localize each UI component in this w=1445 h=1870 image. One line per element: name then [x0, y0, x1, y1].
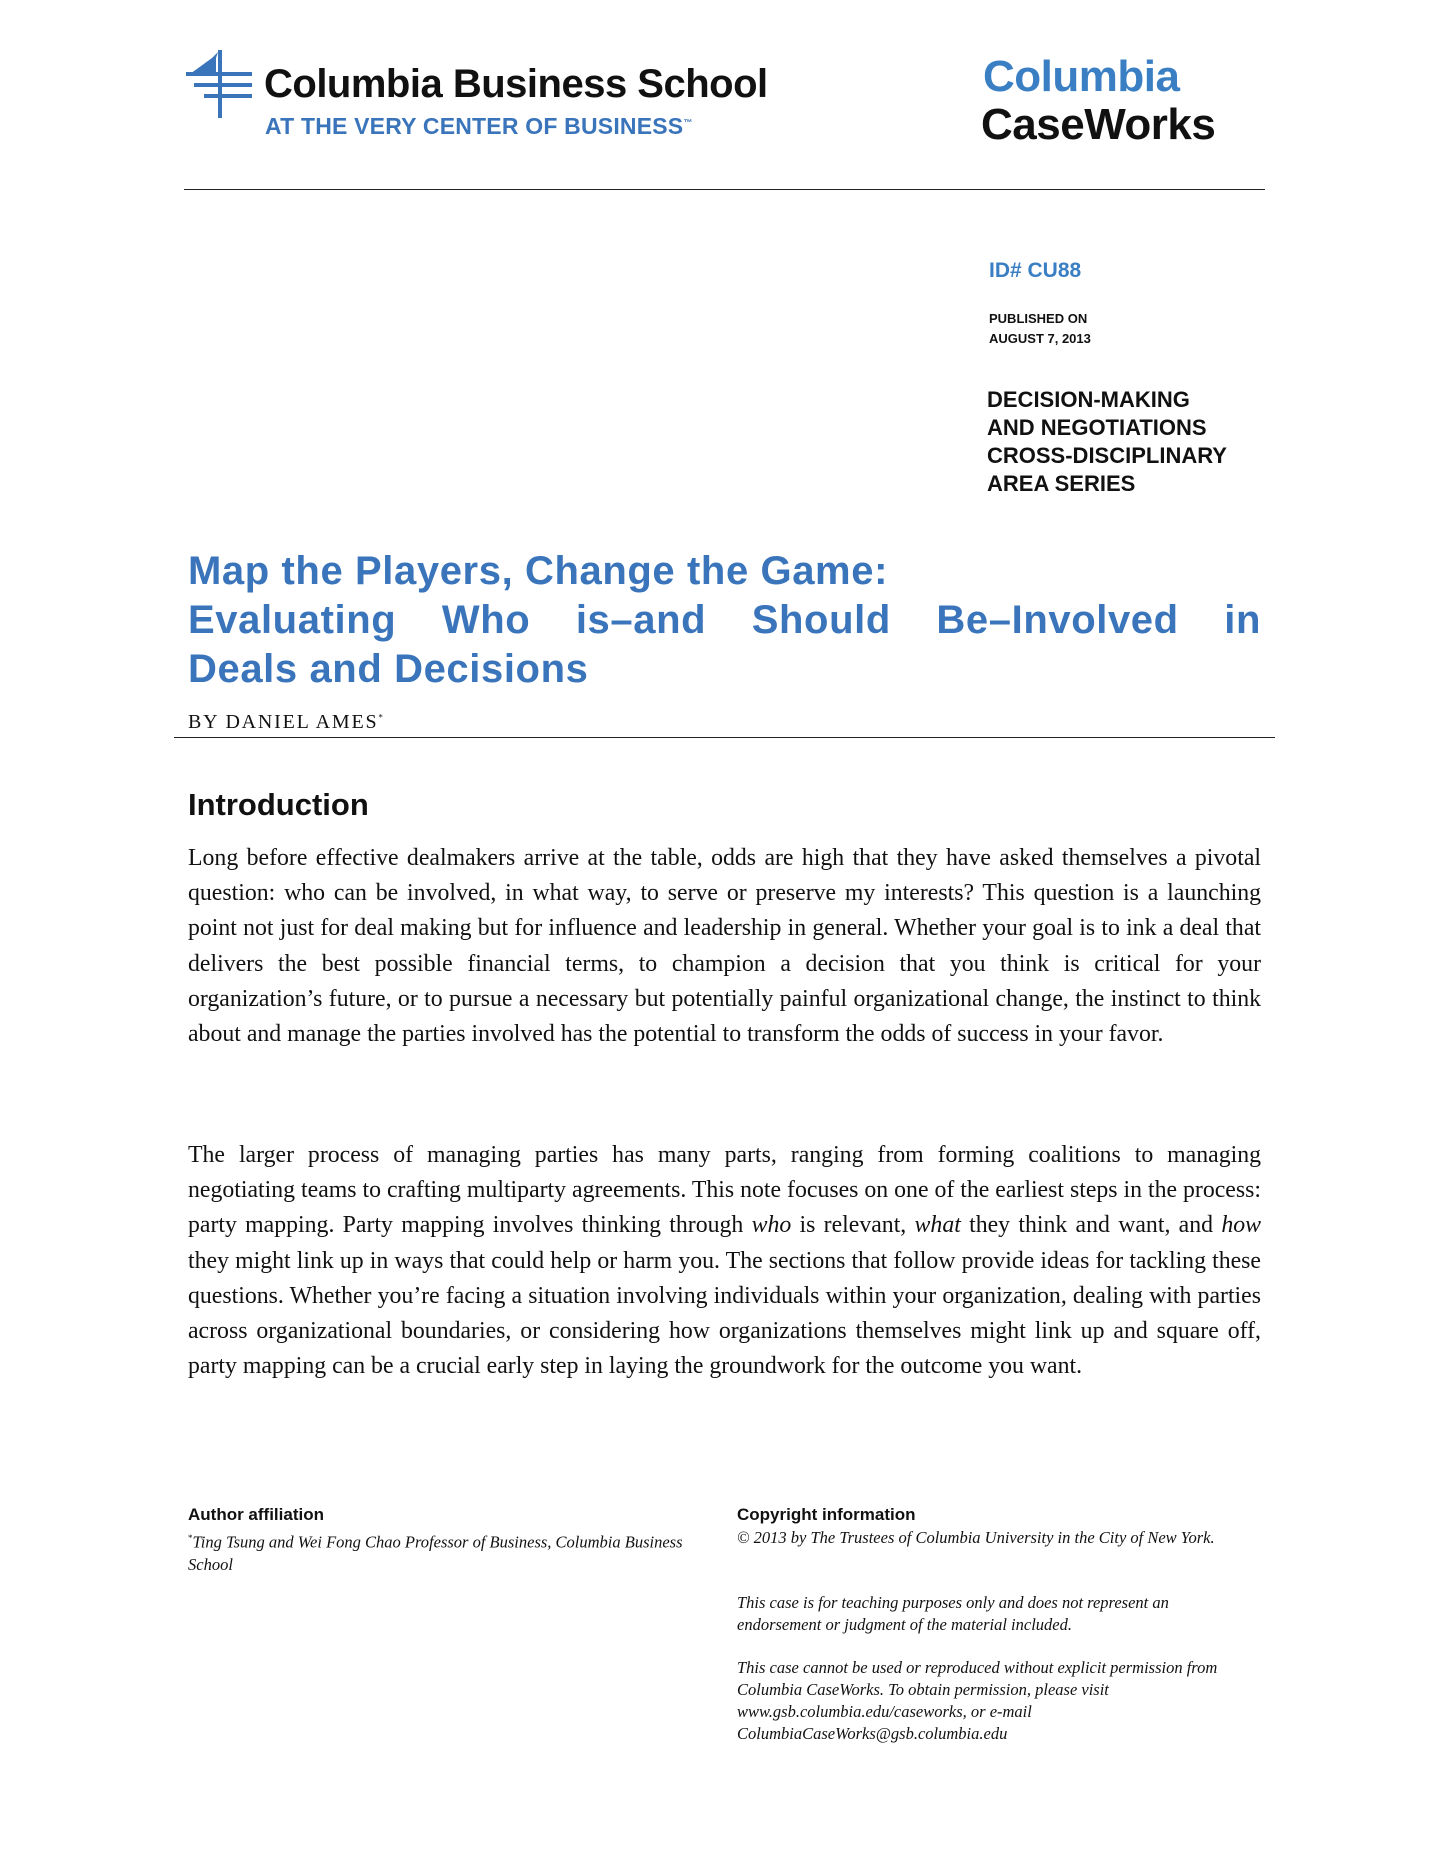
intro-paragraph-1: Long before effective dealmakers arrive at the table, odds are high that they have asked themselves a pivotal question: who can be involved, in what way, to serve or preserve my interests? This question is a launching point not just for deal making but for influence and leadership in general. Whether your goal is to ink a deal that delivers the best possible financial terms, to champion a decision that you think is critical for your organization’s future, or to pursue a necessary but potentially painful organizational change, the instinct to think about and manage the parties involved has the potential to transform the odds of success in your favor. [188, 845, 1261, 1048]
trademark-mark: ™ [683, 117, 693, 128]
published-date: AUGUST 7, 2013 [989, 331, 1091, 346]
intro-paragraph-2: The larger process of managing parties has many parts, ranging from forming coalitions to managing negotiating teams to crafting multiparty agreements. This note focuses on one of the earliest steps in the process: party mapping. Party mapping involves thinking through who is relevant, what they think and want, and how they might link up in ways that could help or harm you. The sections that follow provide ideas for tackling these questions. Whether you’re facing a situation involving individuals within your organization, dealing with parties across organizational boundaries, or considering how organizations themselves might link up and square off, party mapping can be a crucial early step in laying the groundwork for the outcome you want. [188, 1142, 1261, 1380]
school-tagline: AT THE VERY CENTER OF BUSINESS™ [265, 113, 693, 139]
published-label: PUBLISHED ON [989, 311, 1088, 326]
publication-info [989, 309, 1091, 349]
teaching-notice: This case is for teaching purposes only and does not represent an endorsement or judgment of the material included. [737, 1593, 1169, 1634]
section-heading-introduction: Introduction [188, 787, 369, 822]
header-divider [184, 189, 1265, 190]
series-line: DECISION-MAKING [987, 387, 1190, 412]
byline-divider [174, 737, 1275, 738]
caseworks-logo-line2: CaseWorks [981, 100, 1216, 149]
copyright-heading: Copyright information [737, 1505, 916, 1524]
school-name: Columbia Business School [264, 62, 768, 106]
caseworks-logo-line1: Columbia [983, 52, 1180, 101]
columbia-crown-icon [186, 50, 256, 120]
document-title [188, 547, 1261, 694]
author-affiliation-heading: Author affiliation [188, 1505, 324, 1524]
series-line: AREA SERIES [987, 471, 1136, 496]
author-affiliation-text: *Ting Tsung and Wei Fong Chao Professor of Business, Columbia Business School [188, 1532, 683, 1574]
series-line: AND NEGOTIATIONS [987, 415, 1207, 440]
title-line-2: Evaluating Who is–and Should Be–Involved in [188, 598, 1261, 642]
case-id: ID# CU88 [989, 259, 1082, 282]
copyright-text: © 2013 by The Trustees of Columbia University in the City of New York. [737, 1528, 1215, 1547]
series-line: CROSS-DISCIPLINARY [987, 443, 1227, 468]
byline: BY DANIEL AMES* [188, 711, 385, 733]
title-line-1: Map the Players, Change the Game: [188, 549, 888, 593]
permission-notice: This case cannot be used or reproduced without explicit permission from Columbia CaseWorks. To obtain permission, please visit www.gsb.columbia.edu/caseworks, or e-mail ColumbiaCaseWorks@gsb.columbia.edu [737, 1658, 1218, 1743]
author-footnote-mark: * [378, 712, 385, 723]
title-line-3: Deals and Decisions [188, 647, 589, 691]
series-name [987, 386, 1227, 498]
